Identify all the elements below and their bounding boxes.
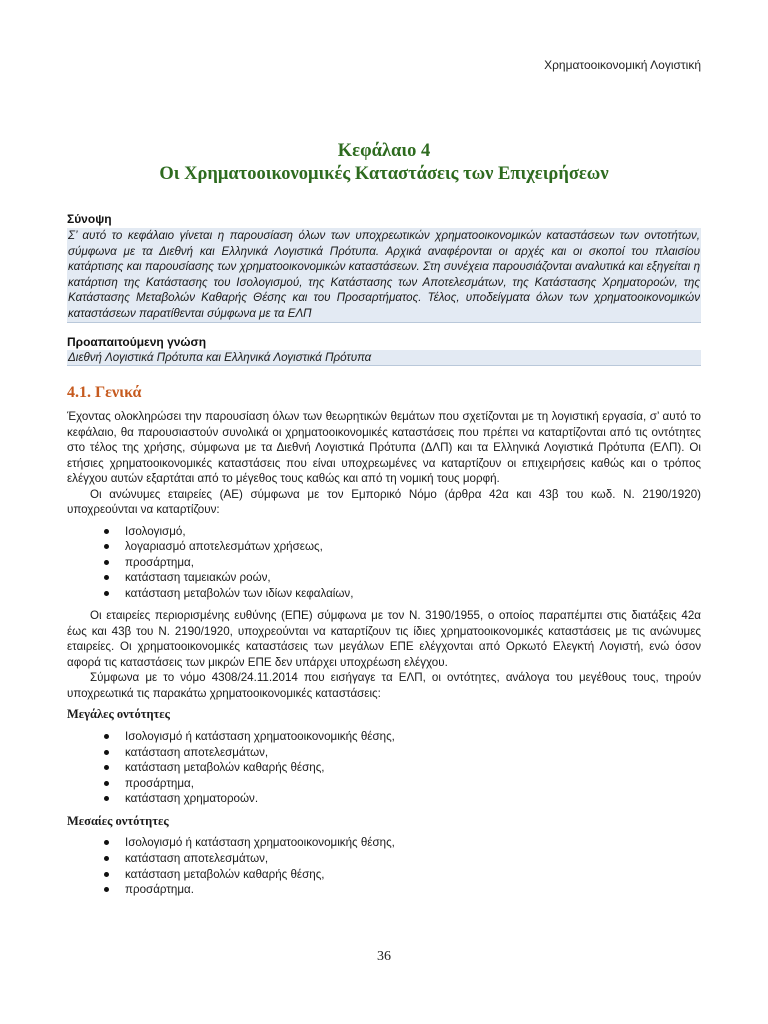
list-item: Ισολογισμό ή κατάσταση χρηματοοικονομικής θέσης,: [125, 729, 701, 745]
medium-entities-list: [67, 835, 701, 897]
ae-statements-list: [67, 524, 701, 602]
page-number: 36: [377, 949, 391, 964]
paragraph-epe: Οι εταιρείες περιορισμένης ευθύνης (ΕΠΕ) σύμφωνα με τον Ν. 3190/1955, ο οποίος παραπέμπει στις διατάξεις 42α έως και 43β του Ν. 2190/1920, υποχρεούνται να καταρτίζουν τις ίδιες χρηματοοικονομικές καταστάσεις με τις ανώνυμες εταιρείες. Οι χρηματοοικονομικές καταστάσεις των μεγάλων ΕΠΕ ελέγχονται από Ορκωτό Ελεγκτή Λογιστή, ενώ όσον αφορά τις καταστάσεις των μικρών ΕΠΕ δεν υπάρχει υποχρέωση ελέγχου.: [67, 609, 701, 669]
synopsis-label: Σύνοψη: [67, 212, 112, 226]
list-item: κατάσταση μεταβολών καθαρής θέσης,: [125, 867, 701, 883]
chapter-title-block: [67, 140, 701, 186]
large-entities-list: [67, 729, 701, 807]
section-heading: 4.1. Γενικά: [67, 384, 142, 401]
running-header: Χρηματοοικονομική Λογιστική: [544, 58, 701, 72]
synopsis-text: Σ’ αυτό το κεφάλαιο γίνεται η παρουσίαση όλων των υποχρεωτικών χρηματοοικονομικών καταστάσεων των οντοτήτων, σύμφωνα με τα Διεθνή και Ελληνικά Λογιστικά Πρότυπα. Αρχικά αναφέρονται οι αρχές και οι σκοποί του πλαισίου κατάρτισης και παρουσίασης των χρηματοοικονομικών καταστάσεων. Στη συνέχεια παρουσιάζονται αναλυτικά και εξηγείται η κατάρτιση της Κατάστασης του Ισολογισμού, της Κατάστασης των Αποτελεσμάτων, της Κατάστασης Χρηματοροών, της Κατάστασης Μεταβολών Καθαρής Θέσης και του Προσαρτήματος. Τέλος, υποδείγματα όλων των χρηματοοικονομικών καταστάσεων παρατίθενται σύμφωνα με τα ΕΛΠ: [67, 228, 701, 323]
list-item: προσάρτημα,: [125, 776, 701, 792]
list-item: λογαριασμό αποτελεσμάτων χρήσεως,: [125, 539, 701, 555]
list-item: κατάσταση χρηματοροών.: [125, 791, 701, 807]
paragraph-elp: Σύμφωνα με το νόμο 4308/24.11.2014 που εισήγαγε τα ΕΛΠ, οι οντότητες, ανάλογα του μεγέθους τους, τηρούν υποχρεωτικά τις παρακάτω χρηματοοικονομικές καταστάσεις:: [67, 671, 701, 700]
list-item: κατάσταση ταμειακών ροών,: [125, 570, 701, 586]
list-item: κατάσταση μεταβολών καθαρής θέσης,: [125, 760, 701, 776]
list-item: κατάσταση αποτελεσμάτων,: [125, 745, 701, 761]
medium-entities-heading: Μεσαίες οντότητες: [67, 813, 169, 828]
paragraph-intro: Έχοντας ολοκληρώσει την παρουσίαση όλων των θεωρητικών θεμάτων που σχετίζονται με τη λογιστική εργασία, σ’ αυτό το κεφάλαιο, θα παρουσιαστούν συνολικά οι χρηματοοικονομικές καταστάσεις που πρέπει να καταρτίζονται από τις οντότητες στο τέλος της χρήσης, σύμφωνα με τα Διεθνή Λογιστικά Πρότυπα (ΔΛΠ) και τα Ελληνικά Λογιστικά Πρότυπα (ΕΛΠ). Οι ετήσιες χρηματοοικονομικές καταστάσεις που είναι υποχρεωμένες να καταρτίζουν οι επιχειρήσεις καθώς και ο τρόπος ελέγχου αυτών εξαρτάται από το μέγεθος τους καθώς και από τη νομική τους μορφή.: [67, 410, 701, 485]
list-item: Ισολογισμό,: [125, 524, 701, 540]
section-body: [67, 409, 701, 905]
list-item: κατάσταση αποτελεσμάτων,: [125, 851, 701, 867]
chapter-number: Κεφάλαιο 4: [337, 141, 431, 161]
list-item: προσάρτημα,: [125, 555, 701, 571]
document-page: [67, 0, 701, 1024]
prerequisite-label: Προαπαιτούμενη γνώση: [67, 335, 207, 349]
list-item: προσάρτημα.: [125, 882, 701, 898]
paragraph-ae: Οι ανώνυμες εταιρείες (ΑΕ) σύμφωνα με τον Εμπορικό Νόμο (άρθρα 42α και 43β του κωδ. Ν. 2190/1920) υποχρεούνται να καταρτίζουν:: [67, 487, 701, 516]
chapter-title: Οι Χρηματοοικονομικές Καταστάσεις των Επιχειρήσεων: [159, 164, 609, 184]
list-item: Ισολογισμό ή κατάσταση χρηματοοικονομικής θέσης,: [125, 835, 701, 851]
list-item: κατάσταση μεταβολών των ιδίων κεφαλαίων,: [125, 586, 701, 602]
prerequisite-text: Διεθνή Λογιστικά Πρότυπα και Ελληνικά Λογιστικά Πρότυπα: [67, 350, 701, 366]
large-entities-heading: Μεγάλες οντότητες: [67, 707, 170, 722]
